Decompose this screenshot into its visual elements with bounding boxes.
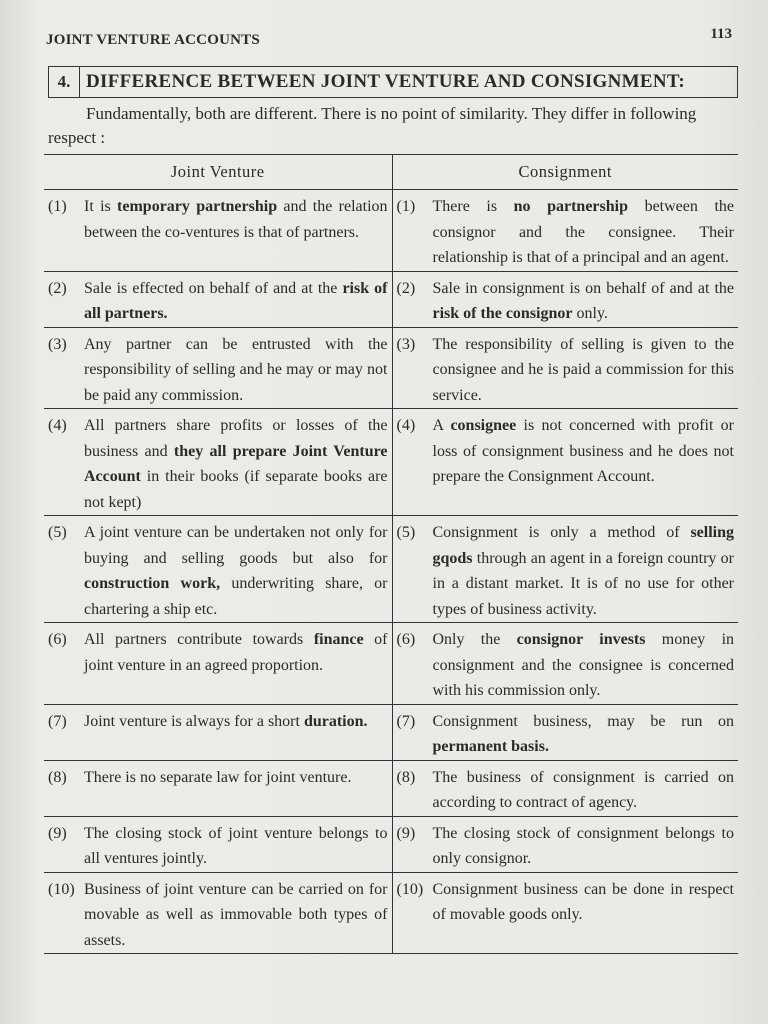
item-text (84, 627, 388, 678)
item-text (433, 627, 735, 704)
running-head: JOINT VENTURE ACCOUNTS (46, 32, 260, 48)
table-row (44, 516, 738, 623)
item-text-tail: and the relation between the co-ventures is that of partners. (84, 198, 388, 241)
item-text (433, 709, 735, 760)
table-row (44, 816, 738, 872)
table-row (44, 704, 738, 760)
header-consignment: Consignment (392, 155, 738, 190)
item-number: (3) (396, 335, 416, 353)
consignment-cell (392, 760, 738, 816)
joint-venture-cell (44, 409, 392, 516)
item-text-plain: There is (432, 198, 514, 215)
table-header-row (44, 155, 738, 190)
item-text-emphasis: selling gqods (432, 524, 734, 567)
item-number: (9) (396, 824, 416, 842)
item-number: (7) (48, 712, 67, 730)
item-number: (7) (396, 712, 416, 730)
item-number: (1) (396, 198, 416, 215)
item-text (84, 276, 388, 327)
intro-paragraph: Fundamentally, both are different. There is no point of similarity. They differ in following respect : (48, 104, 697, 147)
item-text (433, 877, 735, 928)
item-number: (4) (396, 417, 416, 434)
consignment-cell (392, 704, 738, 760)
item-text (84, 821, 388, 872)
item-text-emphasis: risk of the consignor (432, 305, 573, 322)
joint-venture-cell (44, 516, 392, 623)
comparison-table (44, 154, 738, 954)
item-text-tail: money in consignment and the consignee is concerned with his commission only. (432, 631, 735, 699)
joint-venture-cell (44, 872, 392, 954)
item-text (84, 765, 388, 791)
item-text (84, 877, 388, 954)
item-text-plain: The responsibility of selling is given to the consignee and he is paid a commission for this service. (432, 335, 734, 404)
item-text-emphasis: duration. (303, 712, 368, 730)
table-row (44, 760, 738, 816)
item-text (84, 709, 388, 735)
item-number: (4) (48, 417, 67, 434)
consignment-cell (392, 516, 738, 623)
joint-venture-cell (44, 816, 392, 872)
item-text-tail: in their books (if separate books are not kept) (84, 468, 388, 511)
joint-venture-cell (44, 760, 392, 816)
consignment-cell (392, 327, 738, 409)
item-text (433, 413, 735, 490)
item-number: (9) (48, 824, 67, 842)
item-text-tail: only. (572, 305, 608, 322)
item-text-emphasis: consignor invests (516, 631, 646, 648)
item-text-plain: Business of joint venture can be carried on for movable as well as immovable both types of assets. (84, 880, 388, 949)
item-text (84, 194, 388, 245)
item-text-plain: All partners contribute towards (84, 631, 314, 648)
item-text-emphasis: risk of all partners. (84, 279, 388, 322)
item-number: (6) (48, 631, 67, 648)
table-row (44, 271, 738, 327)
item-text-plain: It is (84, 198, 118, 215)
item-text (84, 520, 388, 622)
joint-venture-cell (44, 190, 392, 272)
table-row (44, 872, 738, 954)
item-text-emphasis: no partnership (513, 198, 628, 215)
item-text-tail: underwriting share, or chartering a ship etc. (84, 575, 388, 618)
item-number: (5) (48, 524, 67, 541)
item-text-plain: Only the (432, 631, 517, 648)
item-text (433, 765, 735, 816)
table-row (44, 327, 738, 409)
item-number: (2) (48, 279, 67, 297)
item-text-plain: The business of consignment is carried on according to contract of agency. (432, 768, 734, 811)
item-text-tail: is not concerned with profit or loss of consignment business and he does not prepare the Consignment Account. (432, 417, 735, 485)
consignment-cell (392, 816, 738, 872)
item-number: (1) (48, 198, 67, 215)
item-number: (5) (396, 524, 416, 541)
item-text-plain: Consignment business, may be run on (432, 712, 734, 730)
item-text-plain: The closing stock of consignment belongs to only consignor. (432, 824, 734, 867)
item-text (84, 413, 388, 515)
page-number: 113 (710, 26, 732, 42)
item-text-tail: between the consignor and the consignee. Their relationship is that of a principal and an agent. (432, 198, 734, 266)
item-text (84, 332, 388, 409)
item-text-plain: A (432, 417, 451, 434)
item-text-plain: Any partner can be entrusted with the responsibility of selling and he may or may not be paid any commission. (84, 335, 388, 404)
item-text-plain: Consignment is only a method of (432, 524, 691, 541)
item-text-emphasis: construction work, (84, 575, 221, 592)
consignment-cell (392, 409, 738, 516)
section-number: 4. (49, 67, 80, 97)
joint-venture-cell (44, 271, 392, 327)
joint-venture-cell (44, 327, 392, 409)
item-text-plain: A joint venture can be undertaken not only for buying and selling goods but also for (84, 524, 388, 567)
header-joint-venture: Joint Venture (44, 155, 392, 190)
consignment-cell (392, 190, 738, 272)
joint-venture-cell (44, 704, 392, 760)
consignment-cell (392, 872, 738, 954)
item-number: (10) (396, 880, 424, 898)
item-text (433, 520, 735, 622)
item-text-plain: Sale in consignment is on behalf of and at the (432, 279, 734, 297)
item-text-emphasis: permanent basis. (432, 738, 549, 755)
item-text-plain: Sale is effected on behalf of and at the (84, 279, 343, 297)
joint-venture-cell (44, 623, 392, 705)
table-row (44, 623, 738, 705)
consignment-cell (392, 271, 738, 327)
item-text-emphasis: temporary partnership (117, 198, 278, 215)
item-text-plain: The closing stock of joint venture belongs to all ventures jointly. (84, 824, 388, 867)
item-number: (8) (48, 768, 67, 786)
item-text-tail: of joint venture in an agreed proportion. (84, 631, 388, 674)
item-text (433, 194, 735, 271)
item-text-emphasis: consignee (450, 417, 517, 434)
item-text-plain: All partners share profits or losses of the business and (84, 417, 388, 460)
item-number: (3) (48, 335, 67, 353)
item-number: (6) (396, 631, 416, 648)
section-heading (48, 66, 738, 98)
item-text-emphasis: finance (313, 631, 364, 648)
table-row (44, 409, 738, 516)
item-text-plain: There is no separate law for joint venture. (84, 768, 352, 786)
item-text-plain: Joint venture is always for a short (84, 712, 304, 730)
item-number: (10) (48, 880, 75, 898)
item-text-tail: through an agent in a foreign country or in a distant market. It is of no use for other types of business activity. (432, 549, 734, 618)
item-text-plain: Consignment business can be done in respect of movable goods only. (432, 880, 734, 923)
consignment-cell (392, 623, 738, 705)
item-text (433, 332, 735, 409)
item-number: (2) (396, 279, 416, 297)
item-number: (8) (396, 768, 416, 786)
item-text (433, 821, 735, 872)
item-text (433, 276, 735, 327)
section-title: DIFFERENCE BETWEEN JOINT VENTURE AND CONSIGNMENT: (86, 71, 686, 92)
item-text-emphasis: they all prepare Joint Venture Account (84, 442, 388, 485)
table-row (44, 190, 738, 272)
